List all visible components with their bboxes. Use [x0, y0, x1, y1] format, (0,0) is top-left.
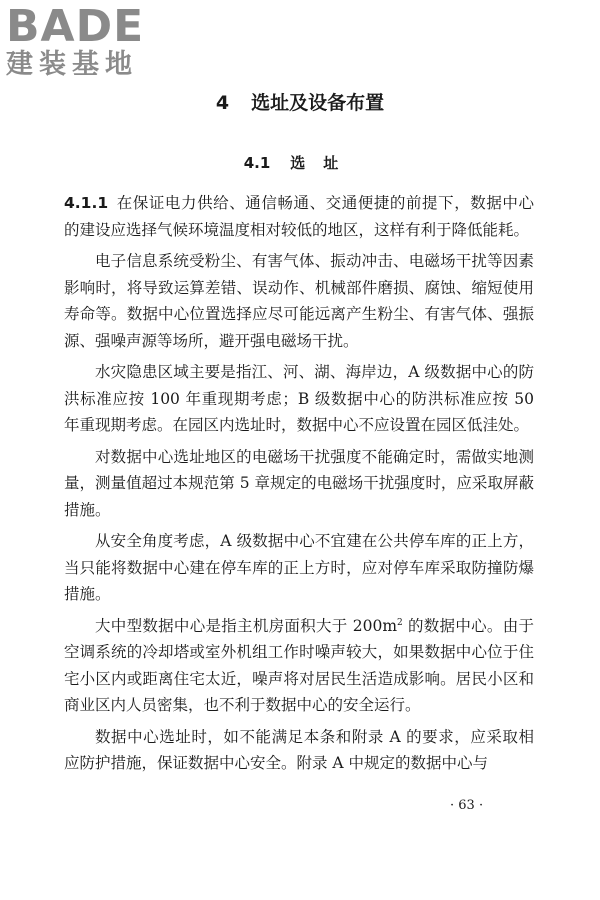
section-number: 4.1 [243, 154, 271, 172]
paragraph-part: 的数据中心。由于空调系统的冷却塔或室外机组工作时噪声较大，如果数据中心位于住宅小区内或距离住宅太近，噪声将对居民生活造成影响。居民小区和商业区内人员密集，也不利于数据中心的安全运行。 [64, 616, 534, 714]
paragraph: 水灾隐患区域主要是指江、河、湖、海岸边，A 级数据中心的防洪标准应按 100 年重现期考虑；B 级数据中心的防洪标准应按 50 年重现期考虑。在园区内选址时，数据中心不应设置在园区低洼处。 [64, 363, 534, 434]
paragraph: 数据中心选址时，如不能满足本条和附录 A 的要求，应采取相应防护措施，保证数据中心安全。附录 A 中规定的数据中心与 [64, 727, 534, 772]
paragraph: 电子信息系统受粉尘、有害气体、振动冲击、电磁场干扰等因素影响时，将导致运算差错、误动作、机械部件磨损、腐蚀、缩短使用寿命等。数据中心位置选择应尽可能远离产生粉尘、有害气体、强振源、强噪声源等场所，避开强电磁场干扰。 [64, 252, 534, 350]
paragraph: 从安全角度考虑，A 级数据中心不宜建在公共停车库的正上方，当只能将数据中心建在停车库的正上方时，应对停车库采取防撞防爆措施。 [64, 532, 534, 603]
section-heading [0, 152, 600, 173]
section-title: 选址 [290, 154, 357, 172]
body-text [64, 190, 534, 782]
paragraph: 对数据中心选址地区的电磁场干扰强度不能确定时，需做实地测量，测量值超过本规范第 5 章规定的电磁场干扰强度时，应采取屏蔽措施。 [64, 447, 534, 519]
logo-subtitle: 建装基地 [6, 49, 138, 80]
paragraph [64, 613, 534, 719]
page-number: · 63 · [450, 798, 484, 813]
chapter-number: 4 [215, 92, 230, 114]
paragraph-part: 大中型数据中心是指主机房面积大于 200m [95, 616, 398, 635]
chapter-title: 选址及设备布置 [251, 92, 385, 114]
chapter-heading [0, 88, 600, 115]
logo-wordmark: BADE [6, 1, 145, 52]
clause-text: 在保证电力供给、通信畅通、交通便捷的前提下，数据中心的建设应选择气候环境温度相对较低的地区，这样有利于降低能耗。 [64, 194, 534, 239]
bade-logo [6, 1, 176, 80]
clause-number: 4.1.1 [64, 194, 109, 212]
superscript: 2 [397, 617, 403, 628]
clause-paragraph [64, 190, 534, 243]
